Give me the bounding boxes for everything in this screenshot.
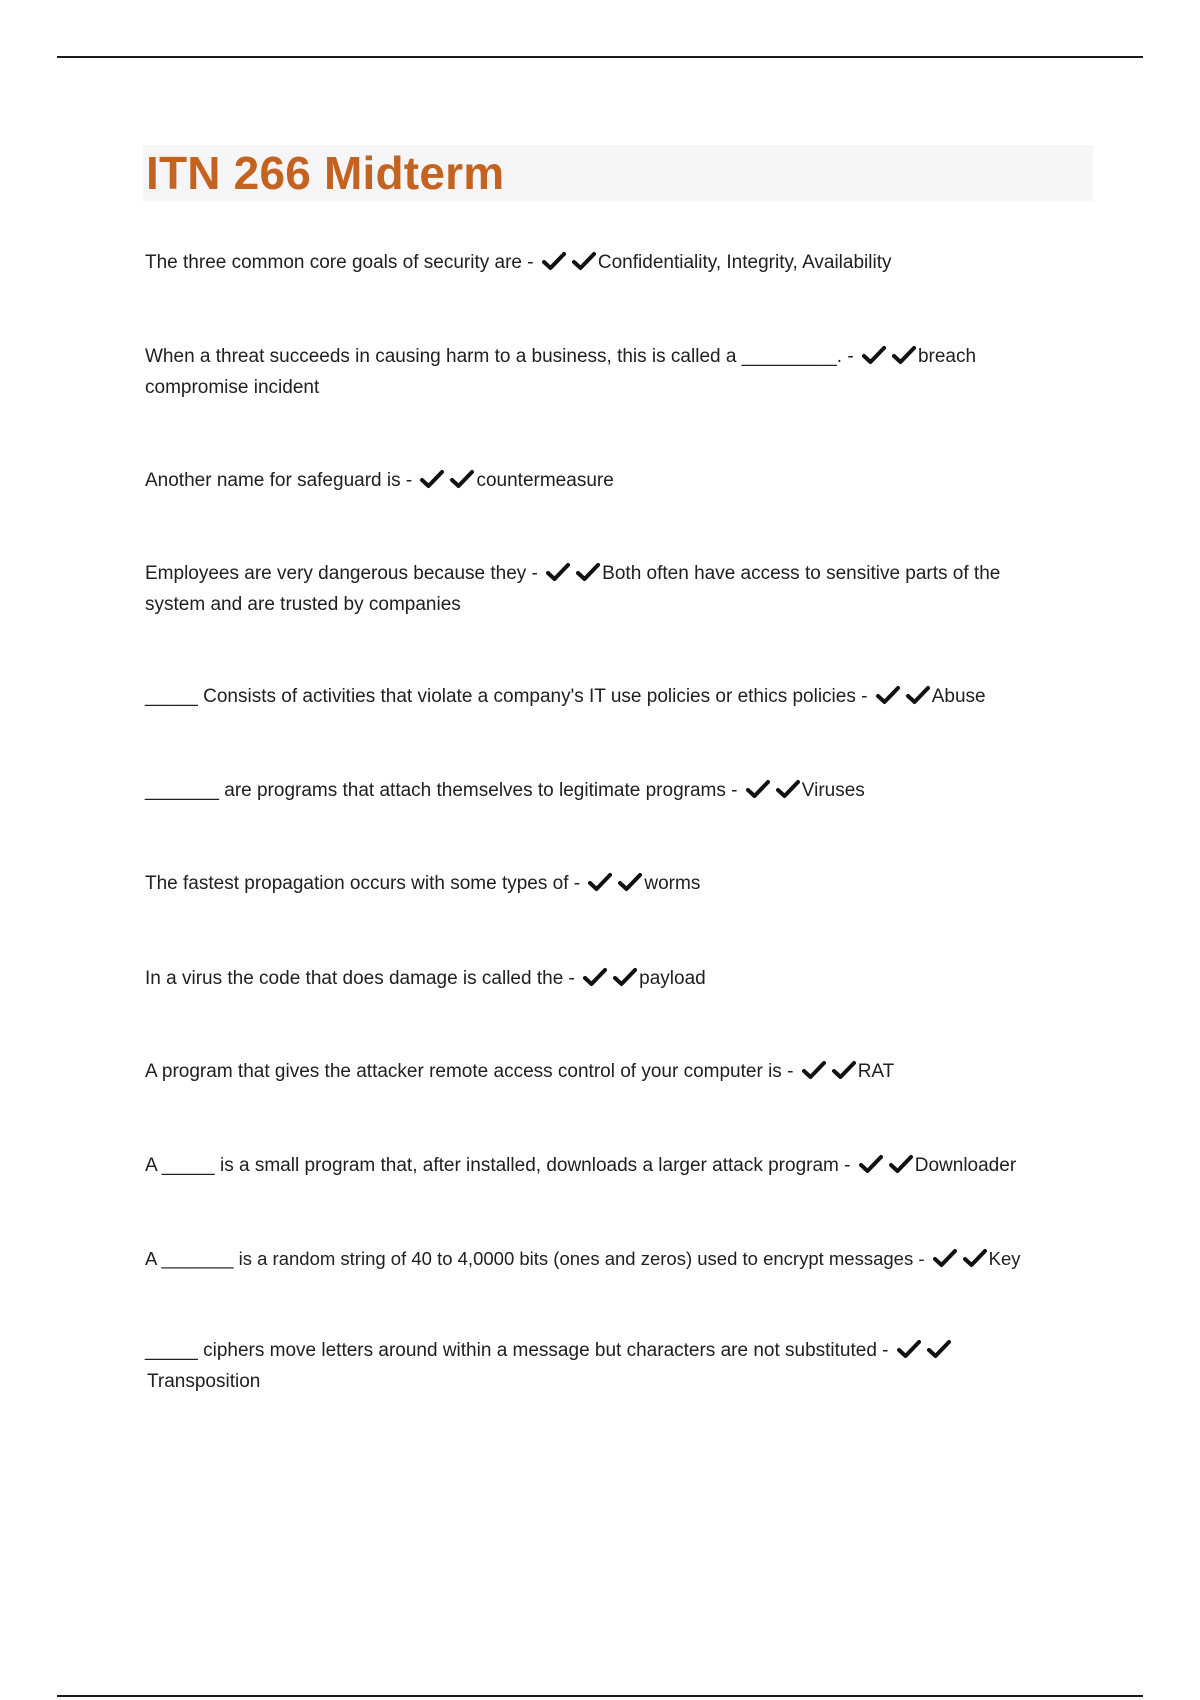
check-icon: [892, 345, 916, 365]
check-icon: [618, 872, 642, 892]
qa-item-6: [145, 775, 1095, 806]
header-rule: [57, 56, 1143, 58]
check-icon: [832, 1060, 856, 1080]
answer-text: Transposition: [147, 1371, 261, 1392]
check-icon: [862, 345, 886, 365]
question-text: A program that gives the attacker remote access control of your computer is -: [145, 1061, 794, 1082]
question-text: The three common core goals of security are -: [145, 252, 534, 273]
check-icon: [776, 779, 800, 799]
answer-text: worms: [644, 873, 701, 894]
qa-item-2: [145, 341, 1025, 403]
check-icon: [897, 1339, 921, 1359]
qa-item-12: [145, 1335, 1015, 1397]
answer-text: Viruses: [801, 780, 865, 801]
qa-item-10: [145, 1150, 1125, 1181]
check-icon: [588, 872, 612, 892]
question-text: Employees are very dangerous because they -: [145, 563, 538, 584]
check-icon: [613, 967, 637, 987]
qa-item-9: [145, 1056, 1095, 1087]
question-text: _______ are programs that attach themselves to legitimate programs -: [145, 780, 738, 801]
qa-item-3: [145, 465, 1095, 496]
check-icon: [583, 967, 607, 987]
question-text: _____ Consists of activities that violate a company's IT use policies or ethics policies -: [145, 686, 868, 707]
check-icon: [576, 562, 600, 582]
check-icon: [572, 251, 596, 271]
answer-text: countermeasure: [476, 470, 614, 491]
check-icon: [542, 251, 566, 271]
question-text: The fastest propagation occurs with some types of -: [145, 873, 581, 894]
question-text: A _____ is a small program that, after installed, downloads a larger attack program -: [145, 1155, 851, 1176]
question-text: _____ ciphers move letters around within a message but characters are not substituted -: [145, 1340, 889, 1361]
document-title: ITN 266 Midterm: [146, 147, 505, 199]
answer-text: Abuse: [931, 686, 986, 707]
qa-item-4: [145, 558, 1065, 620]
footer-rule: [57, 1695, 1143, 1697]
qa-item-11: [145, 1243, 1145, 1274]
qa-item-5: [145, 681, 1095, 712]
qa-item-1: [145, 247, 1095, 278]
check-icon: [963, 1248, 987, 1268]
answer-text: RAT: [857, 1061, 895, 1082]
answer-text: Downloader: [914, 1155, 1017, 1176]
check-icon: [546, 562, 570, 582]
question-text: Another name for safeguard is -: [145, 470, 413, 491]
check-icon: [450, 469, 474, 489]
answer-text: breach compromise incident: [145, 346, 977, 398]
answer-text: payload: [639, 968, 706, 989]
question-text: When a threat succeeds in causing harm to a business, this is called a _________. -: [145, 346, 854, 367]
check-icon: [746, 779, 770, 799]
answer-text: Key: [988, 1248, 1021, 1269]
check-icon: [906, 685, 930, 705]
check-icon: [420, 469, 444, 489]
answer-text: Confidentiality, Integrity, Availability: [597, 252, 892, 273]
question-text: A _______ is a random string of 40 to 4,0000 bits (ones and zeros) used to encrypt messages -: [145, 1248, 925, 1269]
question-text: In a virus the code that does damage is called the -: [145, 968, 575, 989]
title-band: [143, 145, 1093, 201]
check-icon: [876, 685, 900, 705]
check-icon: [927, 1339, 951, 1359]
qa-item-8: [145, 963, 1095, 994]
check-icon: [933, 1248, 957, 1268]
check-icon: [802, 1060, 826, 1080]
qa-item-7: [145, 868, 1095, 899]
check-icon: [859, 1154, 883, 1174]
check-icon: [889, 1154, 913, 1174]
answer-text: Both often have access to sensitive parts of the system and are trusted by companies: [145, 563, 1001, 615]
